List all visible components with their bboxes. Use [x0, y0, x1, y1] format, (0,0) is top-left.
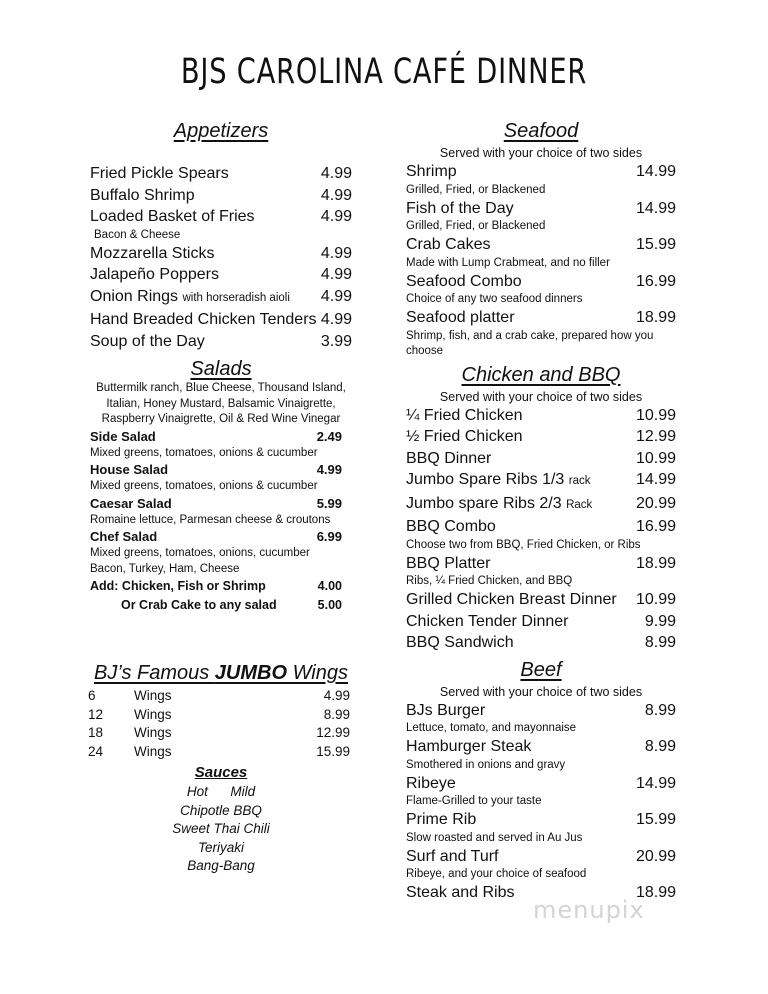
sauce-item: Sweet Thai Chili	[172, 821, 270, 836]
item-name-text: BBQ Sandwich	[406, 634, 514, 651]
wing-count: 6	[88, 688, 96, 703]
item-name	[90, 243, 214, 265]
salad-name: House Salad	[90, 462, 169, 477]
item-name-text: Onion Rings	[90, 287, 179, 305]
sauces-heading: Sauces	[194, 764, 248, 781]
watermark-logo: menupix	[533, 896, 645, 924]
wing-label: Wings	[134, 706, 172, 722]
salad-item	[90, 528, 352, 546]
item-price: 20.99	[635, 847, 676, 865]
wing-price: 8.99	[323, 706, 350, 722]
item-name	[406, 589, 617, 611]
menu-item	[406, 161, 676, 183]
item-name-text: Jalapeño Poppers	[90, 266, 219, 283]
sauce-item: Chipotle BBQ	[180, 802, 262, 818]
item-name	[406, 234, 490, 256]
item-name	[406, 161, 457, 183]
item-price: 18.99	[635, 884, 676, 901]
item-name-text: Buffalo Shrimp	[90, 186, 195, 204]
item-price: 4.99	[320, 208, 352, 225]
item-name	[406, 493, 592, 517]
item-name	[90, 309, 317, 331]
menu-item	[406, 469, 676, 493]
item-name	[406, 469, 591, 493]
item-name	[406, 846, 499, 868]
item-name-text: BBQ Combo	[406, 518, 496, 535]
sauces-list	[90, 783, 352, 876]
menu-item	[406, 493, 676, 517]
item-name	[406, 736, 531, 758]
item-price: 18.99	[635, 554, 676, 572]
dressing-line: Raspberry Vinaigrette, Oil & Red Wine Vinegar	[101, 413, 341, 425]
left-column	[90, 117, 352, 876]
menu-title: BJS CAROLINA CAFÉ DINNER	[180, 52, 588, 92]
item-name	[406, 700, 485, 722]
item-name	[406, 809, 476, 831]
item-name-text: Jumbo Spare Ribs 1/3	[406, 471, 565, 488]
wing-count: 24	[88, 743, 104, 759]
salad-price: 5.99	[316, 495, 342, 511]
seafood-subheading: Served with your choice of two sides	[439, 146, 643, 160]
item-description: Flame-Grilled to your taste	[406, 795, 542, 807]
item-description: Choose two from BBQ, Fried Chicken, or Ribs	[406, 538, 641, 551]
item-price: 12.99	[635, 428, 676, 445]
item-price: 10.99	[635, 449, 676, 467]
salad-description: Romaine lettuce, Parmesan cheese & croutons	[90, 513, 331, 526]
menu-item	[90, 264, 352, 286]
item-name-text: Mozzarella Sticks	[90, 244, 215, 262]
item-name-text: ½ Fried Chicken	[406, 428, 523, 445]
item-description: Grilled, Fried, or Blackened	[406, 220, 546, 232]
appetizers-list	[90, 163, 352, 352]
chicken-bbq-subheading: Served with your choice of two sides	[439, 389, 643, 404]
item-price: 10.99	[635, 406, 676, 424]
menu-item	[90, 163, 352, 185]
menu-item	[90, 309, 352, 331]
item-note: with horseradish aioli	[182, 291, 290, 304]
item-name	[406, 632, 514, 654]
right-column	[406, 117, 676, 904]
item-price: 4.99	[320, 165, 352, 182]
item-price: 10.99	[635, 591, 676, 608]
salad-price: 2.49	[316, 428, 342, 444]
item-name	[90, 286, 290, 310]
salad-description: Mixed greens, tomatoes, onions & cucumber	[90, 446, 318, 459]
item-price: 14.99	[635, 163, 676, 180]
addon-price: 4.00	[317, 579, 342, 593]
addon-price: 5.00	[317, 598, 342, 612]
item-name	[90, 185, 195, 207]
item-name-text: Fish of the Day	[406, 199, 514, 217]
menu-item	[406, 736, 676, 758]
menu-item	[406, 773, 676, 795]
item-name-text: Hamburger Steak	[406, 738, 532, 755]
dressing-line: Italian, Honey Mustard, Balsamic Vinaigrette,	[106, 397, 336, 410]
item-price: 18.99	[635, 309, 676, 326]
item-name-text: Shrimp	[406, 163, 457, 180]
menu-item	[406, 516, 676, 538]
item-price: 9.99	[644, 612, 676, 630]
menu-item	[90, 286, 352, 310]
item-name-text: Fried Pickle Spears	[90, 165, 229, 182]
seafood-heading: Seafood	[503, 120, 579, 142]
salad-description: Bacon, Turkey, Ham, Cheese	[90, 562, 240, 575]
wing-price: 15.99	[316, 743, 350, 759]
item-price: 4.99	[320, 186, 352, 204]
beef-heading: Beef	[520, 658, 562, 681]
item-name	[406, 405, 523, 427]
salad-name: Caesar Salad	[90, 495, 172, 511]
item-description: Ribeye, and your choice of seafood	[406, 868, 587, 880]
item-name-text: Steak and Ribs	[406, 884, 515, 901]
menu-item	[406, 448, 676, 470]
item-name	[406, 516, 496, 538]
wing-label: Wings	[134, 688, 172, 703]
item-name	[90, 163, 229, 185]
item-price: 14.99	[635, 199, 676, 217]
item-price: 20.99	[635, 494, 676, 512]
item-description: Grilled, Fried, or Blackened	[406, 183, 546, 196]
wing-label: Wings	[134, 725, 172, 740]
menu-item	[406, 426, 676, 448]
menu-item	[406, 700, 676, 722]
item-name-text: Crab Cakes	[406, 236, 491, 253]
sauce-item: Teriyaki	[197, 839, 245, 855]
salad-addon	[90, 596, 352, 615]
item-name-text: Prime Rib	[406, 811, 477, 828]
chicken-bbq-heading: Chicken and BBQ	[461, 363, 621, 386]
item-name-text: ¼ Fried Chicken	[406, 406, 523, 424]
wing-label: Wings	[134, 743, 172, 759]
addon-label: Add: Chicken, Fish or Shrimp	[90, 579, 266, 593]
item-name	[406, 198, 514, 220]
wing-item	[88, 706, 350, 725]
item-name	[406, 882, 515, 904]
item-name-text: Surf and Turf	[406, 847, 499, 865]
menu-item	[406, 271, 676, 293]
item-description: Lettuce, tomato, and mayonnaise	[406, 722, 577, 734]
menu-item	[406, 307, 676, 329]
menu-item	[406, 809, 676, 831]
menu-item	[90, 206, 352, 228]
menu-item	[90, 185, 352, 207]
item-description: Shrimp, fish, and a crab cake, prepared how you choose	[406, 329, 654, 357]
menu-item	[406, 405, 676, 427]
menu-item	[90, 243, 352, 265]
dressing-line: Buttermilk ranch, Blue Cheese, Thousand Island,	[96, 382, 346, 394]
salad-name: Chef Salad	[90, 529, 158, 544]
salad-price: 4.99	[316, 462, 342, 477]
beef-list	[406, 700, 676, 904]
item-description: Bacon & Cheese	[94, 228, 181, 241]
wing-item	[88, 687, 350, 706]
item-name	[406, 611, 568, 633]
item-name	[90, 206, 255, 228]
item-price: 16.99	[635, 518, 676, 535]
item-name-text: Jumbo spare Ribs 2/3	[406, 494, 562, 512]
item-price: 8.99	[644, 738, 676, 755]
item-price: 16.99	[635, 272, 676, 290]
item-price: 4.99	[320, 311, 352, 328]
item-name-text: BBQ Dinner	[406, 449, 492, 467]
item-name-text: BBQ Platter	[406, 554, 491, 572]
salad-addons	[90, 577, 352, 615]
menu-item	[406, 589, 676, 611]
item-name-text: Grilled Chicken Breast Dinner	[406, 591, 617, 608]
wing-price: 4.99	[323, 688, 350, 703]
item-name	[90, 264, 219, 286]
item-price: 14.99	[635, 471, 676, 488]
salad-item	[90, 495, 352, 513]
wings-list	[88, 687, 350, 761]
chicken-bbq-list	[406, 405, 676, 654]
item-description: Choice of any two seafood dinners	[406, 293, 583, 305]
wings-heading: BJ’s Famous JUMBO Wings	[94, 662, 348, 684]
item-price: 14.99	[635, 774, 676, 792]
item-description: Slow roasted and served in Au Jus	[406, 831, 583, 844]
item-name	[406, 307, 515, 329]
item-name	[406, 271, 522, 293]
seafood-list	[406, 161, 676, 359]
item-name-text: Seafood Combo	[406, 272, 522, 290]
addon-label: Or Crab Cake to any salad	[121, 598, 277, 612]
item-name-text: Hand Breaded Chicken Tenders	[90, 311, 317, 328]
appetizers-heading: Appetizers	[173, 120, 269, 142]
item-name-text: Chicken Tender Dinner	[406, 612, 569, 630]
beef-subheading: Served with your choice of two sides	[439, 684, 643, 699]
item-note: Rack	[566, 498, 593, 511]
item-note: rack	[568, 475, 591, 487]
salad-description: Mixed greens, tomatoes, onions, cucumber	[90, 547, 310, 559]
item-name-text: BJs Burger	[406, 701, 486, 719]
menu-item	[406, 611, 676, 633]
item-price: 4.99	[320, 287, 352, 305]
wing-price: 12.99	[316, 725, 350, 740]
wing-count: 12	[88, 706, 104, 722]
item-price: 8.99	[644, 701, 676, 719]
item-description: Smothered in onions and gravy	[406, 758, 566, 771]
salad-item	[90, 428, 352, 446]
item-name	[406, 426, 523, 448]
item-price: 3.99	[320, 332, 352, 350]
item-name	[90, 331, 205, 353]
item-name	[406, 553, 490, 575]
item-name-text: Ribeye	[406, 774, 456, 792]
menu-item	[90, 331, 352, 353]
salad-item	[90, 461, 352, 479]
wing-item	[88, 724, 350, 743]
item-description: Made with Lump Crabmeat, and no filler	[406, 256, 610, 269]
item-description: Ribs, ¼ Fried Chicken, and BBQ	[406, 575, 573, 587]
salad-description: Mixed greens, tomatoes, onions & cucumber	[90, 480, 318, 492]
salad-name: Side Salad	[90, 428, 156, 444]
menu-item	[406, 553, 676, 575]
item-name	[406, 773, 456, 795]
menu-item	[406, 234, 676, 256]
item-price: 4.99	[320, 266, 352, 283]
menu-item	[406, 632, 676, 654]
item-price: 8.99	[644, 634, 676, 651]
salad-dressings	[90, 381, 352, 428]
item-price: 15.99	[635, 236, 676, 253]
item-price: 15.99	[635, 811, 676, 828]
item-name-text: Soup of the Day	[90, 332, 205, 350]
sauce-item: Hot Mild	[186, 784, 256, 799]
salad-price: 6.99	[316, 529, 342, 544]
item-name-text: Seafood platter	[406, 309, 515, 326]
menu-item	[406, 198, 676, 220]
salads-list	[90, 428, 352, 578]
sauce-item: Bang-Bang	[187, 858, 255, 873]
wing-count: 18	[88, 725, 104, 740]
menu-item	[406, 846, 676, 868]
wing-item	[88, 743, 350, 762]
item-price: 4.99	[320, 244, 352, 262]
salad-addon	[90, 577, 352, 596]
item-name	[406, 448, 491, 470]
salads-heading: Salads	[190, 358, 252, 380]
item-name-text: Loaded Basket of Fries	[90, 208, 255, 225]
